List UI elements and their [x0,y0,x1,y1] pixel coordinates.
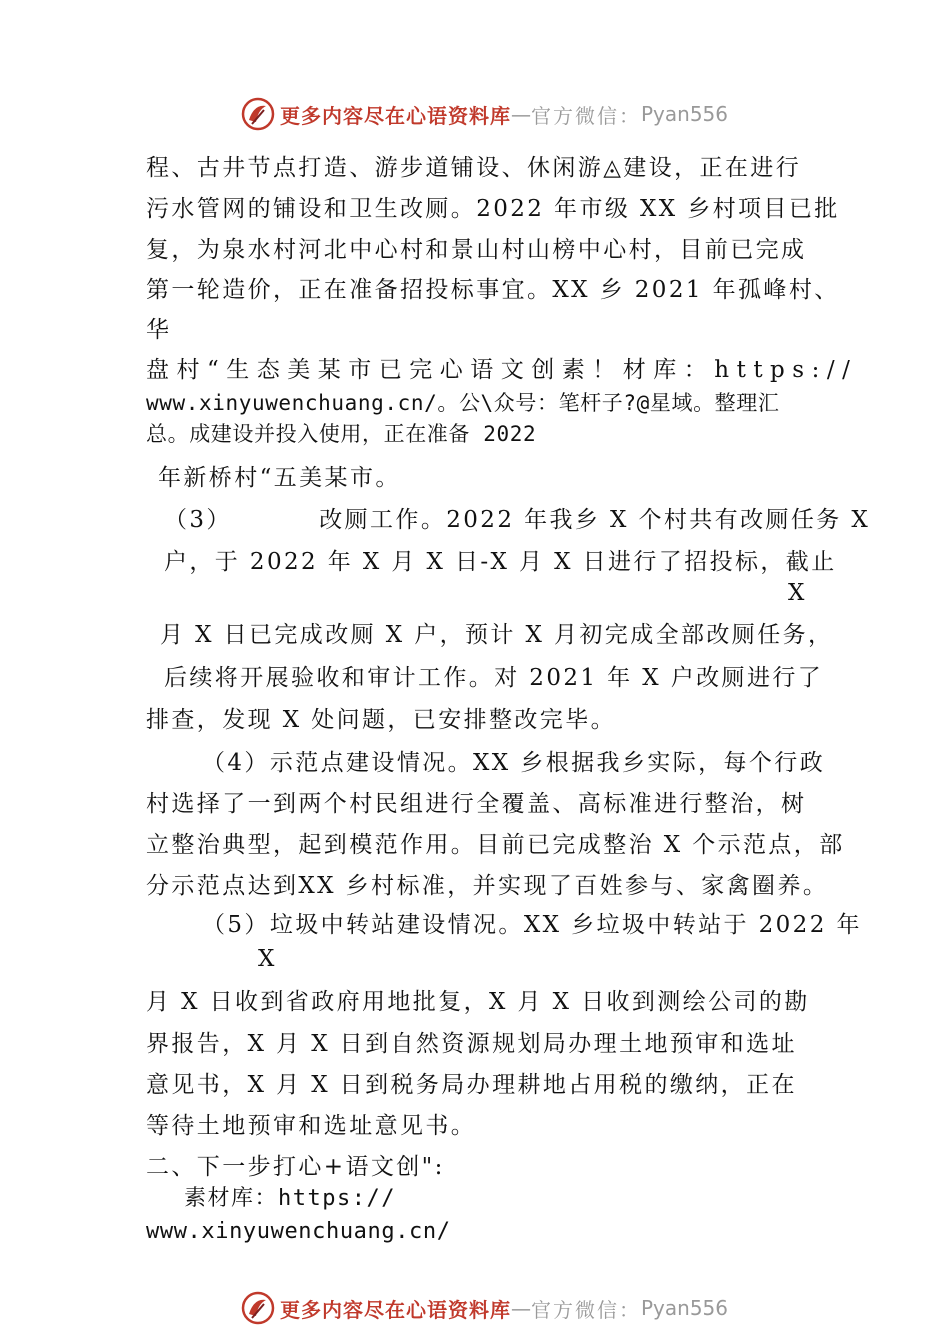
brand-logo-icon [240,96,276,132]
body-line: 月 X 日已完成改厕 X 户，预计 X 月初完成全部改厕任务， [160,622,834,648]
body-line: （5）垃圾中转站建设情况。XX 乡垃圾中转站于 2022 年 [202,912,862,938]
header-wechat-label: 官方微信： [531,103,641,128]
body-line: 后续将开展验收和审计工作。对 2021 年 X 户改厕进行了 [164,665,824,691]
footer-wechat-id: Pyan556 [641,1296,729,1320]
footer-separator: — [511,1296,531,1320]
body-line: 复，为泉水村河北中心村和景山村山榜中心村，目前已完成 [146,237,807,263]
body-line: 第一轮造价，正在准备招投标事宜。XX 乡 2021 年孤峰村、 [146,277,840,303]
header-separator: — [511,102,531,126]
body-line: 立整治典型，起到模范作用。目前已完成整治 X 个示范点，部 [146,832,845,858]
body-line: 等待土地预审和选址意见书。 [146,1113,477,1139]
body-line: 华 [146,317,172,343]
body-line: 程、古井节点打造、游步道铺设、休闲游◬建设，正在进行 [146,155,802,181]
body-line: 总。成建设并投入使用，正在准备 2022 [146,422,537,446]
body-line: 素材库：https:// [184,1186,396,1211]
section-heading: 二、下一步打心+语文创": [146,1154,445,1180]
body-line: 界报告，X 月 X 日到自然资源规划局办理土地预审和选址 [146,1031,797,1057]
body-line: X [258,946,277,972]
body-line: 村选择了一到两个村民组进行全覆盖、高标准进行整治，树 [146,791,807,817]
footer-banner [240,1288,728,1328]
footer-wechat-label: 官方微信： [531,1297,641,1322]
header-wechat-id: Pyan556 [641,102,729,126]
brand-logo-icon [240,1290,276,1326]
body-line: 户，于 2022 年 X 月 X 日-X 月 X 日进行了招投标，截止 [164,549,837,575]
body-line: 年新桥村“五美某市。 [158,465,401,491]
body-line: 分示范点达到XX 乡村标准，并实现了百姓参与、家禽圈养。 [146,873,829,899]
header-brand: 更多内容尽在心语资料库 [280,103,511,128]
body-line: www.xinyuwenchuang.cn/。公\众号：笔杆子?@星域。整理汇 [146,391,780,415]
body-line: X [788,580,807,606]
body-line: 盘村“生态美某市已完心语文创素！材库：https:// [146,357,858,383]
body-line: www.xinyuwenchuang.cn/ [146,1219,451,1244]
header-banner [240,94,728,134]
body-line: 污水管网的铺设和卫生改厕。2022 年市级 XX 乡村项目已批 [146,196,840,222]
body-line: 意见书，X 月 X 日到税务局办理耕地占用税的缴纳，正在 [146,1072,797,1098]
body-line: 月 X 日收到省政府用地批复，X 月 X 日收到测绘公司的勘 [146,989,810,1015]
footer-brand: 更多内容尽在心语资料库 [280,1297,511,1322]
body-line: 排查，发现 X 处问题，已安排整改完毕。 [146,707,616,733]
body-line: （3） 改厕工作。2022 年我乡 X 个村共有改厕任务 X [164,507,871,533]
body-line: （4）示范点建设情况。XX 乡根据我乡实际，每个行政 [202,750,826,776]
